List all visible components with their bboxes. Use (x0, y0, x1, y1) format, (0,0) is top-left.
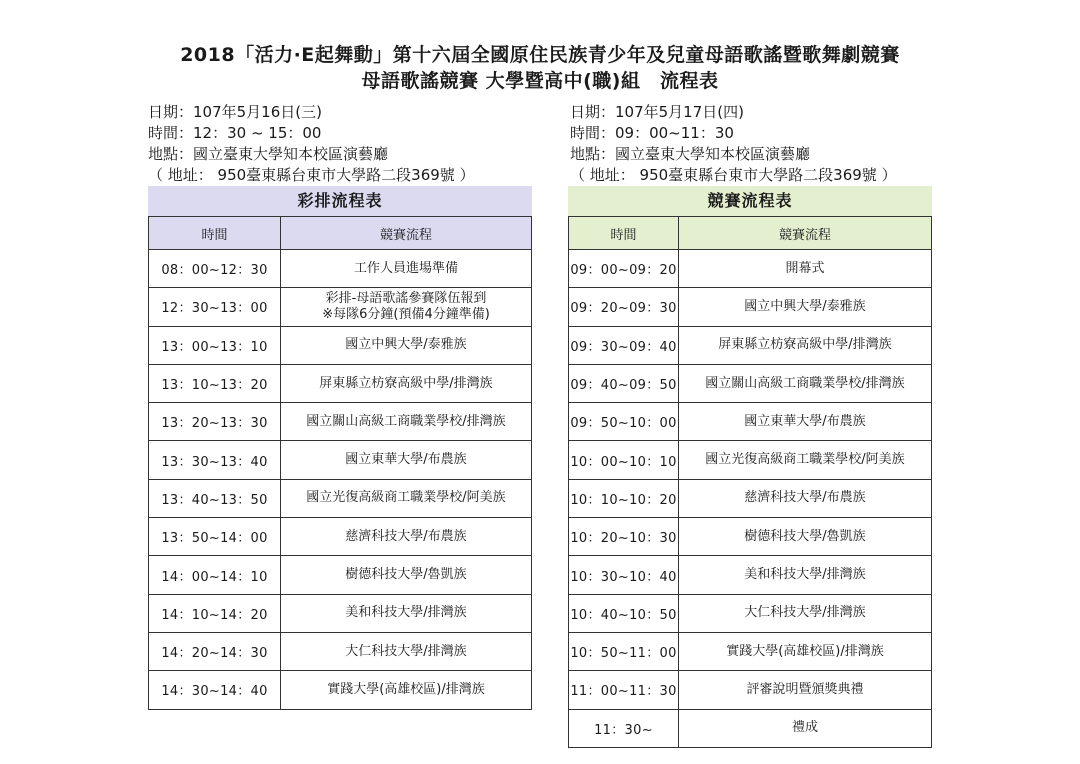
table-row (149, 479, 532, 517)
table-row (149, 556, 532, 594)
table-row (149, 671, 532, 709)
flow-cell: 大仁科技大學/排灣族 (679, 594, 932, 632)
table-row (569, 403, 932, 441)
competition-time: 時間：09：00~11：30 (570, 124, 734, 142)
document-subtitle: 母語歌謠競賽 大學暨高中(職)組 流程表 (361, 70, 719, 92)
time-cell: 14：30~14：40 (149, 671, 281, 709)
column-header-time: 時間 (149, 217, 281, 250)
table-row (569, 671, 932, 709)
flow-cell: 慈濟科技大學/布農族 (281, 518, 532, 556)
time-cell: 10：40~10：50 (569, 594, 679, 632)
flow-cell: 屏東縣立枋寮高級中學/排灣族 (281, 364, 532, 402)
flow-cell: 國立光復高級商工職業學校/阿美族 (281, 479, 532, 517)
flow-cell: 國立東華大學/布農族 (679, 403, 932, 441)
rehearsal-date: 日期：107年5月16日(三) (148, 103, 322, 121)
table-row (569, 326, 932, 364)
time-cell: 09：40~09：50 (569, 364, 679, 402)
rehearsal-place: 地點：國立臺東大學知本校區演藝廳 (148, 145, 389, 163)
competition-info (570, 102, 897, 186)
time-cell: 10：10~10：20 (569, 479, 679, 517)
table-row (149, 326, 532, 364)
time-cell: 13：50~14：00 (149, 518, 281, 556)
time-cell: 13：40~13：50 (149, 479, 281, 517)
table-row (149, 288, 532, 326)
time-cell: 13：20~13：30 (149, 403, 281, 441)
time-cell: 10：50~11：00 (569, 632, 679, 670)
flow-cell: 開幕式 (679, 250, 932, 288)
table-row (149, 518, 532, 556)
flow-cell: 屏東縣立枋寮高級中學/排灣族 (679, 326, 932, 364)
flow-line: 彩排-母語歌謠參賽隊伍報到 (325, 290, 487, 306)
table-row (149, 441, 532, 479)
table-row (569, 556, 932, 594)
time-cell: 10：20~10：30 (569, 518, 679, 556)
competition-address: （ 地址： 950臺東縣台東市大學路二段369號 ） (570, 166, 897, 184)
time-cell: 13：30~13：40 (149, 441, 281, 479)
flow-cell: 實踐大學(高雄校區)/排灣族 (679, 632, 932, 670)
flow-cell: 評審說明暨頒獎典禮 (679, 671, 932, 709)
rehearsal-schedule-title: 彩排流程表 (148, 186, 532, 216)
flow-cell: 樹德科技大學/魯凱族 (679, 518, 932, 556)
rehearsal-schedule-panel (148, 186, 532, 710)
competition-place: 地點：國立臺東大學知本校區演藝廳 (570, 145, 811, 163)
column-header-flow: 競賽流程 (679, 217, 932, 250)
time-cell: 12：30~13：00 (149, 288, 281, 326)
table-row (569, 594, 932, 632)
competition-schedule-title: 競賽流程表 (568, 186, 932, 216)
flow-cell: 樹德科技大學/魯凱族 (281, 556, 532, 594)
flow-cell: 美和科技大學/排灣族 (679, 556, 932, 594)
flow-cell: 國立中興大學/泰雅族 (679, 288, 932, 326)
rehearsal-schedule-table (148, 216, 532, 710)
flow-cell: 國立中興大學/泰雅族 (281, 326, 532, 364)
competition-date: 日期：107年5月17日(四) (570, 103, 744, 121)
time-cell: 09：50~10：00 (569, 403, 679, 441)
table-row (149, 632, 532, 670)
table-row (569, 632, 932, 670)
table-row (569, 364, 932, 402)
time-cell: 14：20~14：30 (149, 632, 281, 670)
flow-cell: 禮成 (679, 709, 932, 747)
time-cell: 10：00~10：10 (569, 441, 679, 479)
rehearsal-info (148, 102, 475, 186)
table-row (569, 709, 932, 747)
table-row (569, 479, 932, 517)
time-cell: 09：00~09：20 (569, 250, 679, 288)
flow-cell (281, 288, 532, 326)
column-header-flow: 競賽流程 (281, 217, 532, 250)
table-row (569, 288, 932, 326)
time-cell: 09：20~09：30 (569, 288, 679, 326)
time-cell: 08：00~12：30 (149, 250, 281, 288)
table-row (149, 403, 532, 441)
flow-cell: 國立東華大學/布農族 (281, 441, 532, 479)
column-header-time: 時間 (569, 217, 679, 250)
time-cell: 10：30~10：40 (569, 556, 679, 594)
table-row (149, 250, 532, 288)
table-row (569, 250, 932, 288)
flow-cell: 國立關山高級工商職業學校/排灣族 (679, 364, 932, 402)
time-cell: 09：30~09：40 (569, 326, 679, 364)
document-title: 2018「活力·E起舞動」第十六屆全國原住民族青少年及兒童母語歌謠暨歌舞劇競賽 (180, 44, 900, 66)
time-cell: 13：10~13：20 (149, 364, 281, 402)
competition-schedule-panel (568, 186, 932, 748)
flow-cell: 慈濟科技大學/布農族 (679, 479, 932, 517)
flow-cell: 美和科技大學/排灣族 (281, 594, 532, 632)
table-header-row (569, 217, 932, 250)
flow-cell: 國立關山高級工商職業學校/排灣族 (281, 403, 532, 441)
table-row (149, 594, 532, 632)
flow-note: ※每隊6分鐘(預備4分鐘準備) (322, 306, 490, 322)
rehearsal-time: 時間：12：30 ~ 15：00 (148, 124, 322, 142)
competition-schedule-table (568, 216, 932, 748)
table-row (569, 518, 932, 556)
flow-cell: 實踐大學(高雄校區)/排灣族 (281, 671, 532, 709)
time-cell: 14：10~14：20 (149, 594, 281, 632)
flow-cell: 大仁科技大學/排灣族 (281, 632, 532, 670)
table-row (149, 364, 532, 402)
flow-cell: 工作人員進場準備 (281, 250, 532, 288)
time-cell: 11：00~11：30 (569, 671, 679, 709)
flow-cell: 國立光復高級商工職業學校/阿美族 (679, 441, 932, 479)
time-cell: 13：00~13：10 (149, 326, 281, 364)
time-cell: 11：30~ (569, 709, 679, 747)
table-header-row (149, 217, 532, 250)
rehearsal-address: （ 地址： 950臺東縣台東市大學路二段369號 ） (148, 166, 475, 184)
time-cell: 14：00~14：10 (149, 556, 281, 594)
table-row (569, 441, 932, 479)
